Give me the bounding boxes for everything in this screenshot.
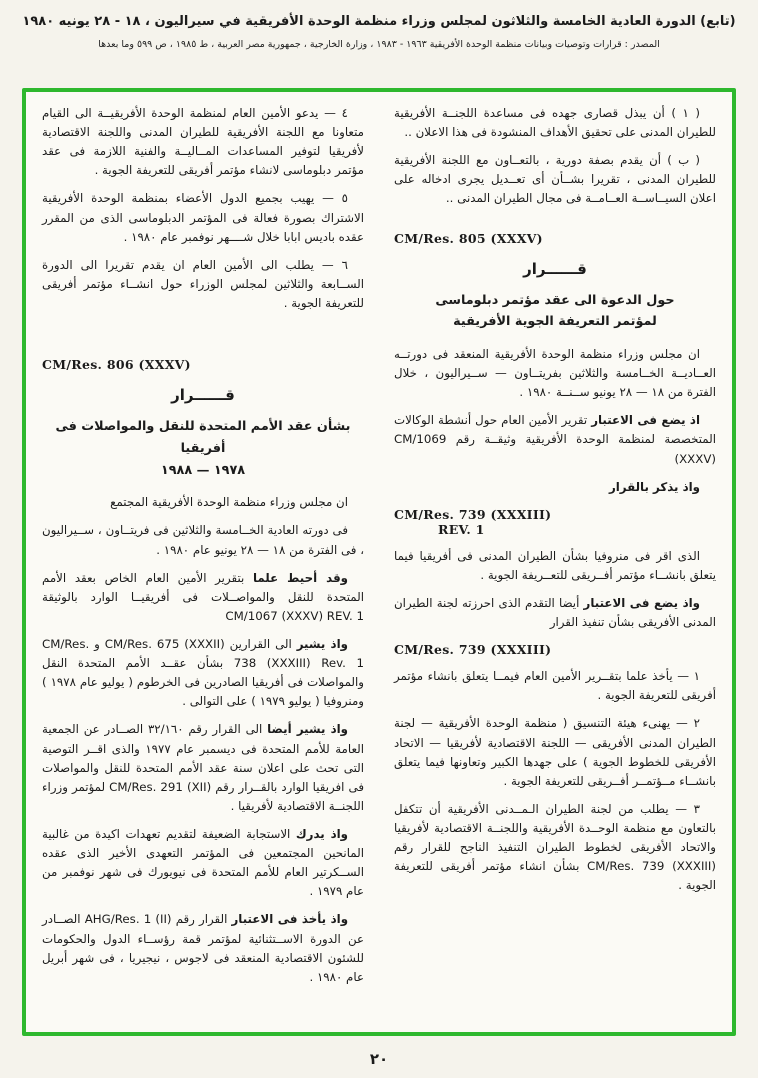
resolution-ref-805: CM/Res. 805 (XXXV) — [394, 230, 543, 246]
recalling-resolutions-lead: واذ يشير — [296, 637, 348, 651]
considering-paragraph — [394, 411, 716, 468]
resolution-ref-739-rev — [394, 507, 716, 537]
preamble-paragraph: ان مجلس وزراء منظمة الوحدة الأفريقية المنعقد فى دورتــه العــاديــة الخــامسة والثلاثين بفريتــاون — ســيراليون ، خلال الفترة من ١٨ — ٢٨ يونيو ســنــة ١٩٨٠ . — [394, 347, 716, 400]
operative-item-6: ٦ — يطلب الى الأمين العام ان يقدم تقريرا الى الدورة الســابعة والثلاثين لمجلس الوزراء حول انشــاء مؤتمر أفريقى للتعريفة الجوية . — [42, 257, 364, 310]
clause-b-paragraph: ( ب ) أن يقدم بصفة دورية ، بالتعــاون مع اللجنة الأفريقية للطيران المدنى ، تقريرا بشــأن أى تعــديل يجرى ادخاله على اعلان السيــاســة العــامــة فى مجال الطيران المدنى .. — [394, 153, 716, 206]
resolution-806-subtitle-line1: بشأن عقد الأمم المتحدة للنقل والمواصلات فى أفريقيا — [55, 419, 351, 456]
page-footer — [0, 1049, 758, 1068]
aware-paragraph — [42, 825, 364, 901]
operative-item-1: ١ — يأخذ علما بتقــرير الأمين العام فيمــا يتعلق بانشاء مؤتمر أفريقى للتعريفة الجوية . — [394, 669, 716, 703]
resolution-806-subtitle-line2: ١٩٧٨ — ١٩٨٨ — [160, 462, 246, 478]
resolution-ref-739: CM/Res. 739 (XXXIII) — [394, 642, 552, 658]
resolution-subtitle-line1: حول الدعوة الى عقد مؤتمر دبلوماسى — [435, 292, 675, 308]
aware-text: الاستجابة الضعيفة لتقديم تعهدات اكيدة من غالبية المانحين المجتمعين فى المؤتمر التعهدى الأخير الذى عقده الســكرتير العام للأمم المتحدة فى نيويورك فى شهر نوفمبر من عام ١٩٧٩ . — [42, 826, 364, 899]
council-intro-paragraph: ان مجلس وزراء منظمة الوحدة الأفريقية المجتمع — [110, 495, 348, 510]
recalling-also-lead: واذ يشير أيضا — [267, 722, 349, 737]
resolution-ref-806: CM/Res. 806 (XXXV) — [42, 357, 191, 373]
header-title: (تابع) الدورة العادية الخامسة والثلاثون لمجلس وزراء منظمة الوحدة الأفريقية في سيراليون ، ١٨ - ٢٨ يونيه ١٩٨٠ — [22, 14, 736, 29]
progress-text: أيضا التقدم الذى احرزته لجنة الطيران المدنى الأفريقى بشأن تنفيذ القرار — [394, 596, 716, 630]
operative-item-4: ٤ — يدعو الأمين العام لمنظمة الوحدة الأفريقيــة الى القيام متعاونا مع اللجنة الأفريقية للطيران المدنى واللجنة الاقتصادية لأفريقيا لتوفير المساعدات المــاليــة والفنية اللازمة فى عقد مؤتمر دبلوماسى لانشاء مؤتمر أفريقى للتعريفة الجوية . — [42, 106, 364, 178]
taking-into-account-paragraph — [42, 910, 364, 986]
operative-item-3: ٣ — يطلب من لجنة الطيران الـمــدنى الأفريقية أن تتكفل بالتعاون مع منظمة الوحــدة الأفريقية واللجنــة الاقتصادية لأفريقيا والاتحاد الأفريقى لخطوط الطيران التنفيذ الناجح للقرار رقم CM/Res. 739 (XXXIII) بشأن انشاء مؤتمر أفريقى للتعريفة الجوية . — [394, 801, 716, 893]
taking-text: القرار رقم AHG/Res. 1 (II) الصــادر عن الدورة الاســتثنائية لمؤتمر قمة رؤســاء الدول والحكومات للشئون الاقتصادية المنعقد فى لاجوس ، نيجيريا ، فى شهر أبريل عام ١٩٨٠ . — [42, 912, 364, 984]
resolution-subtitle-line2: لمؤتمر التعريفة الجوية الأفريقية — [453, 314, 657, 330]
operative-item-5: ٥ — يهيب بجميع الدول الأعضاء بمنظمة الوحدة الأفريقية الاشتراك بصورة فعالة فى المؤتمر الدبلوماسى الذى من المقرر عقده باديس ابابا خلال شــــهر نوفمبر عام ١٩٨٠ . — [42, 191, 364, 244]
content-frame — [22, 88, 736, 1036]
header-source-note: المصدر : قرارات وتوصيات وبيانات منظمة الوحدة الأفريقية ١٩٦٣ - ١٩٨٣ ، وزارة الخارجية ، جمهورية مصر العربية ، ط ١٩٨٥ ، ص ٥٩٩ وما بعدها — [98, 38, 660, 50]
column-right — [394, 104, 716, 1020]
clause-1-paragraph: ( ١ ) أن يبذل قصارى جهده فى مساعدة اللجنــة الأفريقية للطيران المدنى على تحقيق الأهداف المنشودة فى هذا الاعلان .. — [394, 106, 716, 140]
two-column-layout — [42, 104, 716, 1020]
recalling-resolutions-text: الى القرارين CM/Res. 675 (XXXII) و CM/Res. 738 (XXXIII) Rev. 1 بشأن عقــد الأمم المتحدة النقل والمواصلات فى أفريقيا الصادرين فى الخرطوم ( يوليو عام ١٩٧٨ ) ومنروفيا ( يوليو ١٩٧٩ ) على التوالى . — [42, 637, 364, 709]
column-left — [42, 104, 364, 1020]
progress-lead: واذ يضع فى الاعتبار — [583, 596, 700, 611]
aware-lead: واذ يدرك — [295, 826, 349, 841]
monrovia-paragraph: الذى اقر فى منروفيا بشأن الطيران المدنى فى أفريقيا فيما يتعلق بانشــاء مؤتمر أفــريقى للتعــريفة الجوية . — [394, 548, 716, 582]
session-paragraph: فى دورته العادية الخــامسة والثلاثين فى فريتــاون ، ســيراليون ، فى الفترة من ١٨ — ٢٨ يونيو عام ١٩٨٠ . — [42, 523, 364, 557]
considering-lead: اذ يضع فى الاعتبار — [591, 413, 700, 428]
recalling-lead: واذ يذكر بالقرار — [608, 479, 700, 494]
recalling-paragraph — [42, 635, 364, 711]
page-number: ٢٠ — [369, 1050, 389, 1068]
noted-lead: وقد أحيط علما — [252, 570, 349, 585]
taking-lead: واذ يأخذ فى الاعتبار — [231, 912, 349, 927]
page-header — [0, 0, 758, 50]
resolution-heading-806: قــــــرار — [171, 386, 235, 405]
noted-text: بتقرير الأمين العام الخاص بعقد الأمم المتحدة للنقل والمواصــلات فى أفريقيــا الوارد بالوثيقة CM/1067 (XXXV) REV. 1 — [42, 570, 364, 623]
considering-text: تقرير الأمين العام حول أنشطة الوكالات المتخصصة لمنظمة الوحدة الأفريقية وثيقــة رقم CM/1069 (XXXV) — [394, 413, 716, 466]
ref-739-revision: REV. 1 — [438, 521, 485, 537]
recalling-also-text: الى القرار رقم ٣٢/١٦٠ الصــادر عن الجمعية العامة للأمم المتحدة فى ديسمبر عام ١٩٧٧ والذى اقــر التوصية التى تحث على اعلان سنة عقد الأمم المتحدة للنقل والمواصلات فى افريقيا الوارد بالقــرار رقم CM/Res. 291 (XII) لمؤتمر وزراء اللجنــة الاقتصادية لأفريقيا . — [42, 722, 365, 813]
operative-item-2: ٢ — يهنىء هيئة التنسيق ( منظمة الوحدة الأفريقية — لجنة الطيران المدنى الأفريقى — اللجنة الاقتصادية لأفريقيا — الاتحاد الأفريقى للخطوط الجوية ) على جهدها الكبير وتعاونها فيما يتعلق بانشــاء مــؤتمــر أفــريقى للتعريفة الجوية . — [394, 716, 716, 788]
recalling-heading — [394, 478, 716, 497]
progress-paragraph — [394, 594, 716, 632]
resolution-heading-805: قــــــرار — [523, 259, 587, 278]
noted-paragraph — [42, 569, 364, 626]
recalling-also-paragraph — [42, 720, 364, 816]
ref-739-number: CM/Res. 739 (XXXIII) — [394, 506, 552, 522]
